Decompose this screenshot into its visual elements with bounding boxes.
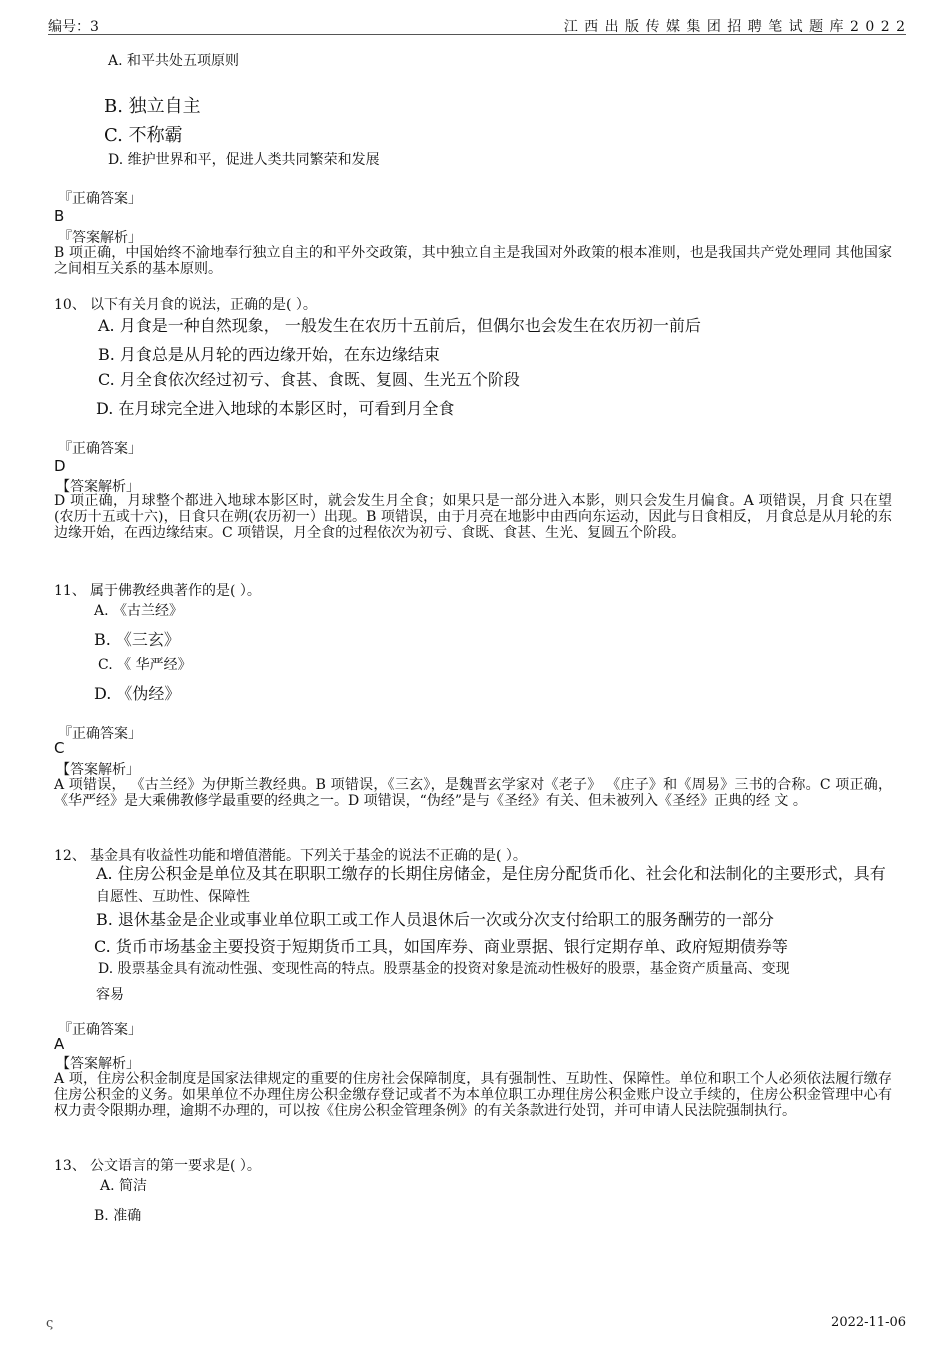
q9-answer-label: 『正确答案」 <box>58 191 142 207</box>
q10-number: 10、 <box>54 297 86 313</box>
q11-option-d: D. 《伪经》 <box>94 684 181 703</box>
q11-number: 11、 <box>54 583 86 599</box>
header-divider <box>48 34 906 35</box>
q11-option-b: B. 《三玄》 <box>94 630 180 649</box>
q11-option-c: C. 《 华严经》 <box>98 657 192 673</box>
q12-option-a-line2: 自愿性、互助性、保障性 <box>96 889 250 905</box>
q12-option-c: C. 货币市场基金主要投资于短期货币工具，如国库券、商业票据、银行定期存单、政府短期债券等 <box>94 937 788 956</box>
q10-option-c: C. 月全食依次经过初亏、食甚、食既、复圆、生光五个阶段 <box>98 370 520 389</box>
q12-analysis-label: 【答案解析」 <box>56 1056 140 1072</box>
q9-analysis-label: 『答案解析」 <box>58 230 142 246</box>
q12-option-d-line1: D. 股票基金具有流动性强、变现性高的特点。股票基金的投资对象是流动性极好的股票，基金资产质量高、变现 <box>98 961 790 977</box>
footer-mark: ς <box>46 1316 54 1331</box>
q13-number: 13、 <box>54 1158 86 1174</box>
document-number: 编号：3 <box>48 19 99 35</box>
header-title: 江 西 出 版 传 媒 集 团 招 聘 笔 试 题 库 2 0 2 2 <box>563 19 906 35</box>
q11-answer-label: 『正确答案」 <box>58 726 142 742</box>
q13-stem: 公文语言的第一要求是( ）。 <box>90 1158 261 1174</box>
q10-answer-label: 『正确答案」 <box>58 441 142 457</box>
q12-analysis: A 项，住房公积金制度是国家法律规定的重要的住房社会保障制度，具有强制性、互助性、保障性。单位和职工个人必须依法履行缴存住房公积金的义务。如果单位不办理住房公积金缴存登记或者不为本单位职工办理住房公积金账户设立手续的，住房公积金管理中心有权力责令限期办理，逾期不办理的，可以按《住房公积金管理条例》的有关条款进行处罚，并可申请人民法院强制执行。 <box>54 1071 892 1119</box>
q13-option-b: B. 准确 <box>94 1208 142 1224</box>
q11-option-a: A. 《古兰经》 <box>94 603 184 619</box>
q10-option-b: B. 月食总是从月轮的西边缘开始，在东边缘结束 <box>98 345 440 364</box>
q12-number: 12、 <box>54 848 86 864</box>
footer-date: 2022-11-06 <box>831 1315 906 1330</box>
q12-option-a-line1: A. 住房公积金是单位及其在职职工缴存的长期住房储金，是住房分配货币化、社会化和法制化的主要形式，具有 <box>96 864 886 883</box>
q9-analysis: B 项正确，中国始终不渝地奉行独立自主的和平外交政策，其中独立自主是我国对外政策的根本准则，也是我国共产党处理同 其他国家之间相互关系的基本原则。 <box>54 245 892 277</box>
q9-option-a: A. 和平共处五项原则 <box>108 53 240 69</box>
q11-stem: 属于佛教经典著作的是( ）。 <box>90 583 261 599</box>
q12-answer-label: 『正确答案」 <box>58 1022 142 1038</box>
q9-option-c: C. 不称霸 <box>104 125 183 146</box>
q13-option-a: A. 简洁 <box>100 1178 148 1194</box>
q12-option-d-line2: 容易 <box>96 987 124 1003</box>
q12-stem: 基金具有收益性功能和增值潜能。下列关于基金的说法不正确的是( ）。 <box>90 848 527 864</box>
q11-answer: C <box>54 739 65 757</box>
q12-answer: A <box>54 1035 65 1053</box>
q9-option-b: B. 独立自主 <box>104 96 201 117</box>
q10-stem: 以下有关月食的说法，正确的是( ）。 <box>90 297 317 313</box>
q10-answer: D <box>54 457 66 475</box>
q11-analysis-label: 【答案解析」 <box>56 762 140 778</box>
q10-analysis: D 项正确，月球整个都进入地球本影区时，就会发生月全食；如果只是一部分进入本影，则只会发生月偏食。A 项错误，月食 只在望(农历十五或十六)，日食只在朔(农历初一）出现。B 项错误，由于月亮在地影中由西向东运动，因此与日食相反， 月食总是从月轮的东边缘开始，在西边缘结束。C 项错误，月全食的过程依次为初亏、食既、食甚、生光、复圆五个阶段。 <box>54 493 892 541</box>
q12-option-b: B. 退休基金是企业或事业单位职工或工作人员退休后一次或分次支付给职工的服务酬劳的一部分 <box>96 910 774 929</box>
q11-analysis: A 项错误， 《古兰经》为伊斯兰教经典。B 项错误，《三玄》，是魏晋玄学家对《老子》 《庄子》和《周易》三书的合称。C 项正确， 《华严经》是大乘佛教修学最重要的经典之一。D 项错误，“伪经”是与《圣经》有关、但未被列入《圣经》正典的经 文 。 <box>54 777 892 809</box>
q9-option-d: D. 维护世界和平，促进人类共同繁荣和发展 <box>108 152 380 168</box>
q9-answer: B <box>54 207 65 225</box>
q10-option-a: A. 月食是一种自然现象， 一般发生在农历十五前后，但偶尔也会发生在农历初一前后 <box>98 316 701 335</box>
q10-option-d: D. 在月球完全进入地球的本影区时，可看到月全食 <box>96 399 455 418</box>
q10-analysis-label: 【答案解析」 <box>56 479 140 495</box>
